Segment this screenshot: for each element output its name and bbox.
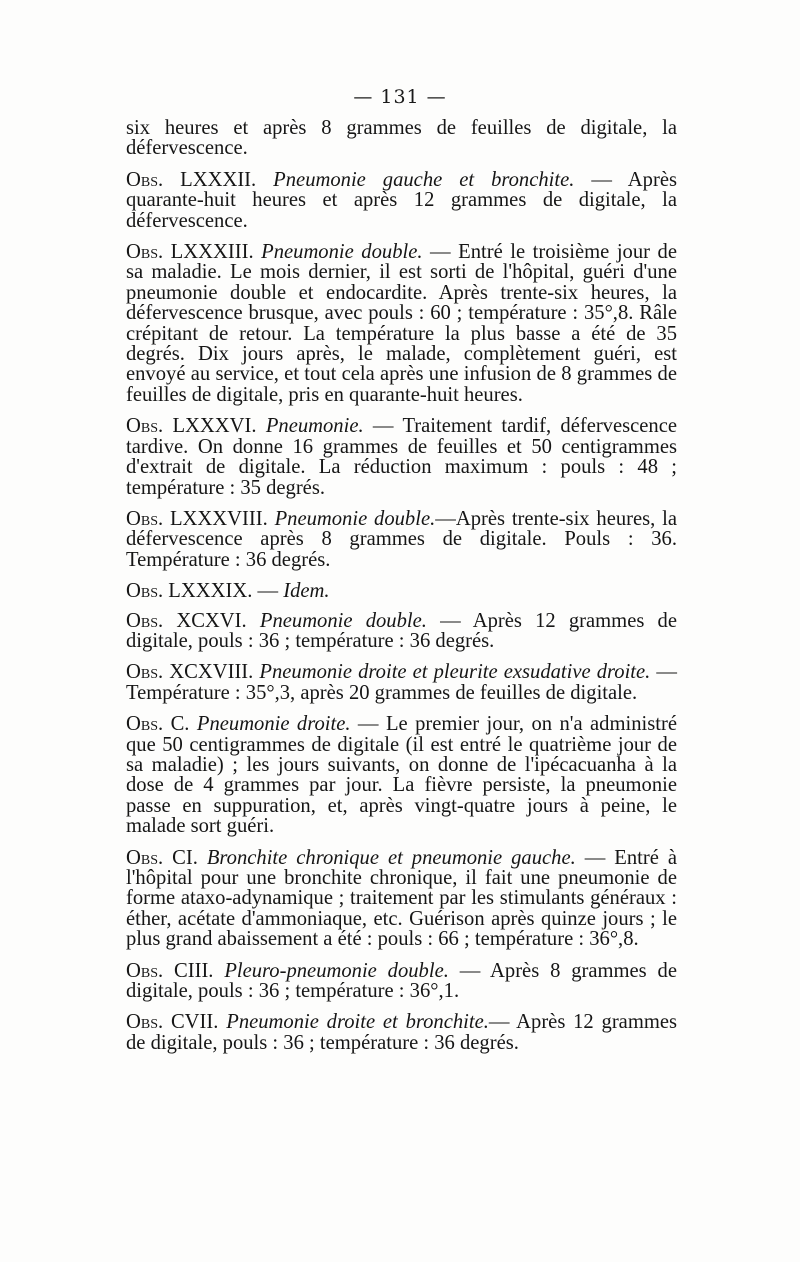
- observation-89: [126, 581, 677, 601]
- observation-82: [126, 170, 677, 231]
- observation-title: Pneumonie droite.: [196, 713, 351, 736]
- observation-101: [126, 848, 677, 950]
- observation-label: Obs. CIII.: [126, 959, 214, 982]
- observation-label: Obs. LXXXVIII.: [126, 507, 268, 530]
- observation-88: [126, 509, 677, 570]
- observation-body: — Après 8 grammes de digitale, pouls : 36 ; température : 36°,1.: [126, 959, 677, 1003]
- observation-title: Pneumonie droite et bronchite.: [226, 1011, 489, 1034]
- observation-label: Obs. LXXXVI.: [126, 415, 257, 438]
- observation-body: — Le premier jour, on n'a administré que 50 centigrammes de digitale (il est entré le quatrième jour de sa maladie) ; les jours suivants, on donne de l'ipécacuanha à la dose de 4 grammes par jour. La fièvre persiste, la pneumonie passe en suppuration, et, après vingt-quatre jours à peine, le malade sort guéri.: [126, 713, 677, 838]
- observation-body: — Température : 35°,3, après 20 grammes de feuilles de digitale.: [126, 661, 677, 704]
- observation-86: [126, 416, 677, 498]
- observation-label: Obs. XCXVI.: [126, 609, 247, 632]
- observation-100: [126, 714, 677, 836]
- observation-body: — Après 12 grammes de digitale, pouls : 36 ; température : 36 degrés.: [126, 609, 677, 652]
- observation-label: Obs. CI.: [126, 846, 198, 869]
- observation-body: — Après 12 grammes de digitale, pouls : 36 ; température : 36 degrés.: [126, 1011, 678, 1054]
- observation-label: Obs. LXXXII.: [126, 168, 257, 191]
- intro-paragraph: six heures et après 8 grammes de feuilles de digitale, la défervescence.: [126, 117, 677, 160]
- observation-title: Pneumonie double.: [261, 241, 423, 264]
- observation-label: Obs. C.: [126, 713, 190, 736]
- observation-title: Pneumonie double.: [259, 609, 427, 632]
- observation-96: [126, 611, 677, 652]
- observation-title: Bronchite chronique et pneumonie gauche.: [206, 846, 576, 869]
- observation-107: [126, 1012, 677, 1053]
- observation-title: Idem.: [283, 580, 330, 603]
- page-body: [126, 118, 677, 1064]
- observation-body: —Après trente-six heures, la défervescence après 8 grammes de digitale. Pouls : 36. Température : 36 degrés.: [126, 507, 677, 571]
- observation-body: — Après quarante-huit heures et après 12 grammes de digitale, la défervescence.: [126, 168, 677, 232]
- observation-label: Obs. LXXXIII.: [126, 241, 254, 264]
- observation-103: [126, 961, 677, 1002]
- observation-title: Pneumonie gauche et bronchite.: [273, 168, 575, 191]
- observation-title: Pneumonie.: [265, 415, 364, 438]
- observation-title: Pneumonie droite et pleurite exsudative droite.: [259, 661, 651, 684]
- observation-83: [126, 242, 677, 405]
- observation-body: — Entré le troisième jour de sa maladie. Le mois dernier, il est sorti de l'hôpital, guéri d'une pneumonie double et endocardite. Après trente-six heures, la défervescence brusque, avec pouls : 60 ; température : 35°,8. Râle crépitant de retour. La température la plus basse a été de 35 degrés. Dix jours après, le malade, complètement guéri, est envoyé au service, et tout cela après une infusion de 8 grammes de feuilles de digitale, pris en quarante-huit heures.: [126, 241, 677, 406]
- observation-body: — Traitement tardif, défervescence tardive. On donne 16 grammes de feuilles et 50 centigrammes d'extrait de digitale. La réduction maximum : pouls : 48 ; température : 35 degrés.: [126, 415, 677, 499]
- observation-98: [126, 662, 677, 703]
- observation-label: Obs. CVII.: [126, 1011, 219, 1034]
- observation-title: Pneumonie double.: [274, 507, 436, 530]
- observation-title: Pleuro-pneumonie double.: [224, 959, 449, 982]
- observation-label: Obs. XCXVIII.: [126, 661, 254, 684]
- observation-label: Obs. LXXXIX.: [126, 580, 253, 603]
- observation-dash: —: [252, 580, 284, 603]
- page-number: — 131 —: [353, 86, 447, 108]
- observation-body: — Entré à l'hôpital pour une bronchite chronique, il fait une pneumonie de forme ataxo-adynamique ; traitement par les stimulants généraux : éther, acétate d'ammoniaque, etc. Guérison après quinze jours ; le plus grand abaissement a été : pouls : 66 ; température : 36°,8.: [126, 846, 677, 951]
